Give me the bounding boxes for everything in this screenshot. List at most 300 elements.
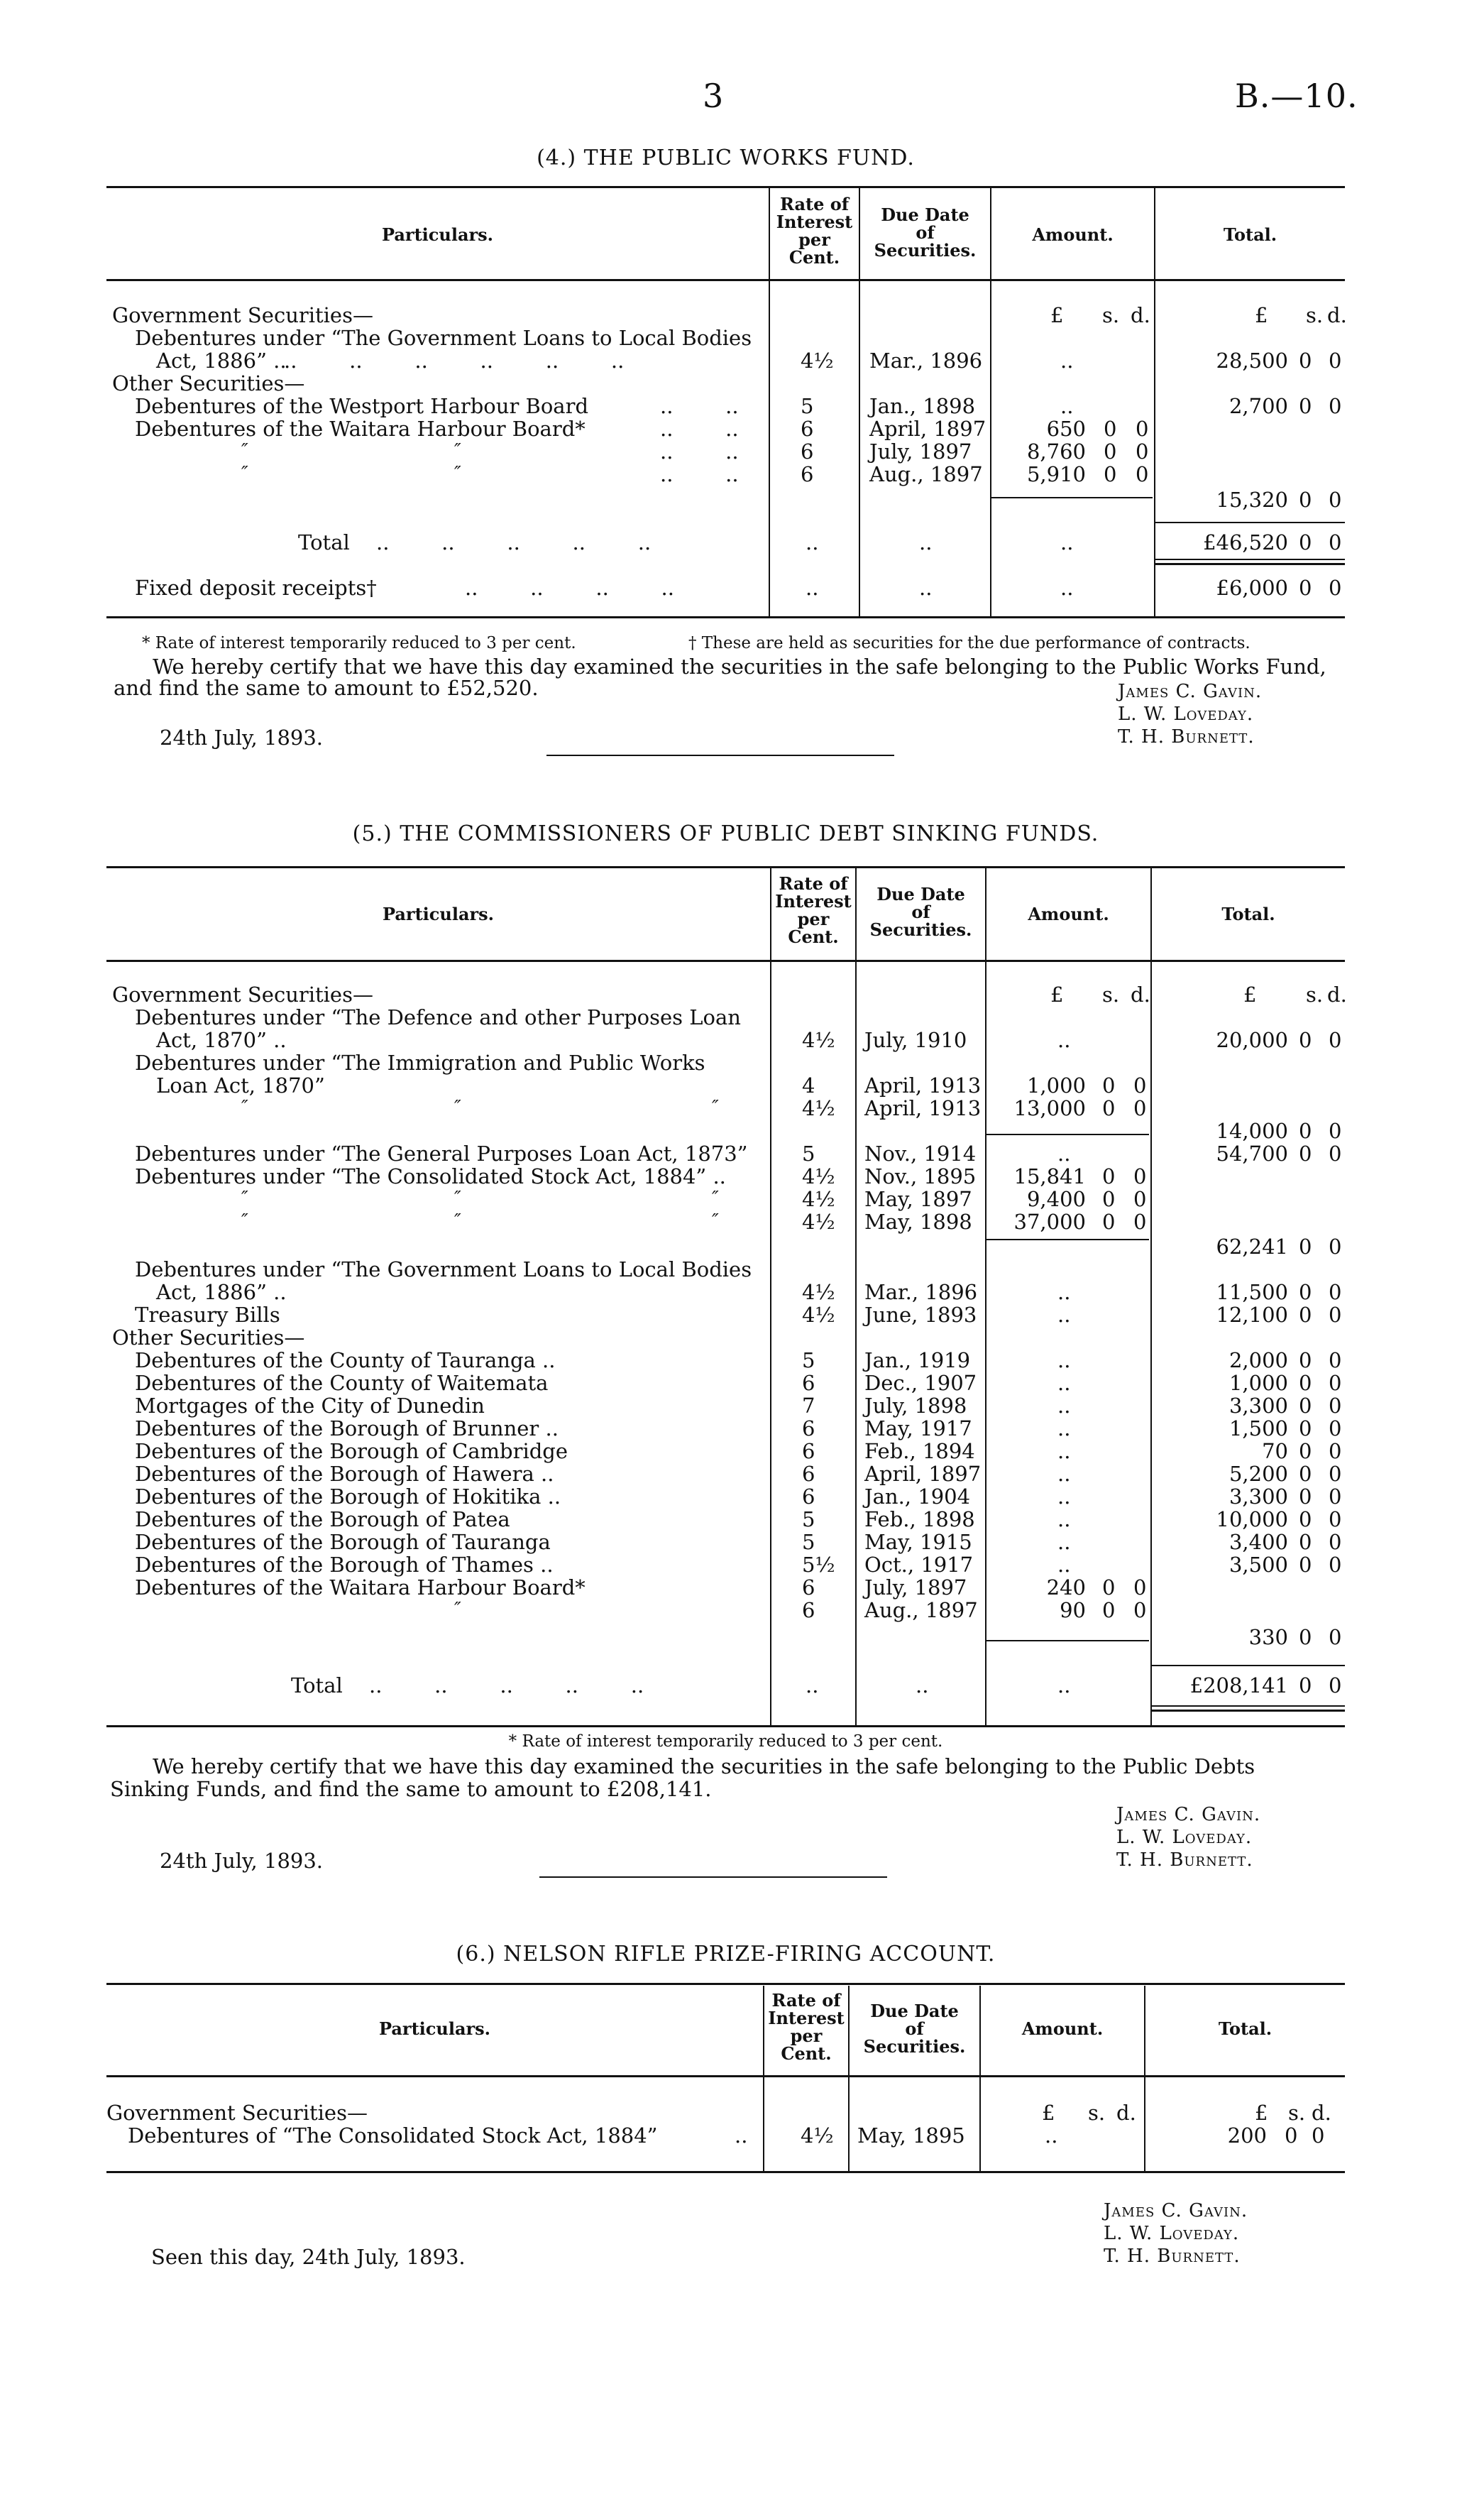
column-divider — [1154, 188, 1155, 616]
amount-pence: 0 — [1136, 462, 1149, 486]
amount-pound-label: £ — [1050, 983, 1064, 1007]
due-cell: Aug., 1897 — [869, 462, 983, 486]
due-cell: Feb., 1898 — [864, 1507, 975, 1531]
total-row-label: Total — [298, 530, 350, 554]
rate-cell: 5½ — [802, 1553, 835, 1577]
table-row: Act, 1870” .. — [156, 1028, 287, 1052]
total-cell: 3,400 — [1229, 1530, 1288, 1554]
total-shillings: 0 — [1299, 1394, 1312, 1418]
total-shillings: 0 — [1299, 1371, 1312, 1395]
total-pence: 0 — [1329, 1625, 1342, 1649]
amount-cell: .. — [1060, 576, 1074, 600]
leader-dots: .. .. .. .. .. .. — [284, 349, 625, 373]
total-pence: 0 — [1329, 1303, 1342, 1327]
total-pence: 0 — [1329, 530, 1342, 554]
total-pound-label: £ — [1243, 983, 1257, 1007]
table-row: Treasury Bills — [135, 1303, 280, 1327]
amount-cell: .. — [1060, 530, 1074, 554]
total-pence: 0 — [1329, 1371, 1342, 1395]
certification-text: Sinking Funds, and find the same to amount to £208,141. — [110, 1777, 712, 1801]
header-rate — [770, 195, 859, 266]
total-pence: 0 — [1312, 2123, 1325, 2148]
amount-shilling-label: s. — [1088, 2101, 1106, 2125]
header-rate-line: Interest — [776, 212, 853, 232]
ditto-mark: ″ — [454, 1188, 461, 1209]
table-row: Debentures of the Westport Harbour Board — [135, 394, 589, 418]
total-cell: 20,000 — [1216, 1028, 1288, 1052]
rate-cell: 4½ — [802, 1164, 835, 1188]
amount-pence-label: d. — [1131, 303, 1150, 327]
header-due-line: of — [905, 2018, 924, 2039]
double-rule — [1152, 1705, 1345, 1707]
signatory: James C. Gavin. — [1118, 681, 1263, 702]
rate-cell: 6 — [801, 417, 814, 441]
ditto-mark: ″ — [454, 1097, 461, 1118]
table-header-rule — [106, 2075, 1345, 2077]
ditto-mark: ″ — [241, 1097, 248, 1118]
table-row-heading: Government Securities— — [106, 2101, 368, 2125]
column-divider — [990, 188, 991, 616]
amount-shillings: 0 — [1102, 1073, 1116, 1098]
total-pence: 0 — [1329, 1348, 1342, 1372]
total-pence: 0 — [1329, 1439, 1342, 1463]
total-shillings: 0 — [1299, 1530, 1312, 1554]
amount-cell: .. — [1057, 1553, 1071, 1577]
header-due-line: Securities. — [863, 2036, 966, 2057]
column-divider — [1144, 1986, 1145, 2171]
header-rate-line: Cent. — [788, 247, 840, 268]
total-cell: £6,000 — [1216, 576, 1288, 600]
table-row: Debentures of the Borough of Tauranga — [135, 1530, 551, 1554]
amount-shillings: 0 — [1102, 1096, 1116, 1120]
header-due-line: Due Date — [870, 2001, 959, 2021]
amount-cell: .. — [1057, 1394, 1071, 1418]
amount-cell: .. — [1057, 1462, 1071, 1486]
total-cell: 12,100 — [1216, 1303, 1288, 1327]
column-divider — [985, 868, 986, 1725]
subtotal-cell: 15,320 — [1216, 488, 1288, 512]
leader-dots: .. .. — [660, 394, 739, 418]
table-row: Debentures under “The Government Loans to Local Bodies — [135, 326, 752, 350]
header-amount: Amount. — [1032, 224, 1114, 245]
signatory: L. W. Loveday. — [1118, 704, 1254, 725]
total-shillings: 0 — [1299, 1235, 1312, 1259]
section-separator — [539, 1876, 887, 1878]
due-cell: July, 1897 — [864, 1575, 967, 1600]
signatory: James C. Gavin. — [1116, 1804, 1261, 1825]
rate-cell: 5 — [801, 394, 814, 418]
header-rate-line: Rate of — [779, 873, 848, 894]
rate-cell: 6 — [801, 439, 814, 464]
signatory: T. H. Burnett. — [1104, 2246, 1241, 2267]
total-pence: 0 — [1329, 488, 1342, 512]
table-row: Mortgages of the City of Dunedin — [135, 1394, 485, 1418]
grand-total-cell: £208,141 — [1189, 1673, 1288, 1697]
due-cell: Aug., 1897 — [864, 1598, 978, 1622]
total-shillings: 0 — [1299, 1553, 1312, 1577]
header-rate-line: Interest — [768, 2008, 845, 2028]
header-rate-line: per — [797, 909, 830, 929]
total-cell: 62,241 — [1216, 1235, 1288, 1259]
rate-cell: 7 — [802, 1394, 815, 1418]
total-shillings: 0 — [1299, 1280, 1312, 1304]
amount-pound-label: £ — [1050, 303, 1064, 327]
header-amount: Amount. — [1021, 2018, 1104, 2039]
rate-cell: 4½ — [802, 1303, 835, 1327]
subtotal-rule — [986, 1239, 1149, 1240]
total-rule — [1155, 522, 1345, 523]
table-row: Debentures under “The Immigration and Public Works — [135, 1051, 705, 1075]
ditto-mark: ″ — [241, 440, 248, 461]
total-cell: 2,000 — [1229, 1348, 1288, 1372]
amount-shillings: 0 — [1102, 1210, 1116, 1234]
amount-shillings: 0 — [1102, 1598, 1116, 1622]
due-cell: May, 1898 — [864, 1210, 972, 1234]
amount-shillings: 0 — [1104, 439, 1117, 464]
section-title: (6.) NELSON RIFLE PRIZE-FIRING ACCOUNT. — [456, 1942, 996, 1967]
amount-pence: 0 — [1136, 439, 1149, 464]
table-row-heading: Other Securities— — [112, 371, 305, 395]
double-rule — [1152, 1710, 1345, 1712]
header-due-line: of — [911, 902, 930, 922]
table-bottom-rule — [106, 616, 1345, 618]
amount-cell: 15,841 — [1013, 1164, 1086, 1188]
signatory: T. H. Burnett. — [1118, 726, 1255, 748]
footnote-star: * Rate of interest temporarily reduced to 3 per cent. — [508, 1732, 943, 1751]
amount-cell: .. — [1057, 1371, 1071, 1395]
header-rate-line: Rate of — [779, 194, 850, 214]
total-pence: 0 — [1329, 394, 1342, 418]
due-cell: Nov., 1914 — [864, 1142, 977, 1166]
double-rule — [1155, 563, 1345, 565]
rate-cell: 6 — [802, 1416, 815, 1440]
column-divider — [979, 1986, 981, 2171]
due-cell: .. — [919, 576, 933, 600]
section-title: (5.) THE COMMISSIONERS OF PUBLIC DEBT SINKING FUNDS. — [352, 821, 1099, 846]
table-row-heading: Other Securities— — [112, 1325, 305, 1350]
total-shillings: 0 — [1299, 1507, 1312, 1531]
amount-cell: 5,910 — [1026, 462, 1086, 486]
total-pence: 0 — [1329, 1462, 1342, 1486]
table-row: Debentures of the County of Waitemata — [135, 1371, 549, 1395]
total-shillings: 0 — [1299, 576, 1312, 600]
rate-cell: .. — [806, 1673, 819, 1697]
amount-cell: .. — [1057, 1439, 1071, 1463]
due-cell: April, 1913 — [864, 1073, 982, 1098]
column-divider — [770, 868, 771, 1725]
total-shillings: 0 — [1299, 1142, 1312, 1166]
due-cell: May, 1895 — [857, 2123, 965, 2148]
ditto-mark: ″ — [712, 1210, 719, 1232]
rate-cell: 4½ — [801, 2123, 834, 2148]
due-cell: Mar., 1896 — [864, 1280, 978, 1304]
amount-shilling-label: s. — [1102, 983, 1120, 1007]
header-particulars: Particulars. — [378, 2018, 491, 2039]
amount-pence: 0 — [1133, 1575, 1147, 1600]
total-shilling-label: s. — [1306, 983, 1324, 1007]
total-cell: 1,000 — [1229, 1371, 1288, 1395]
total-shillings: 0 — [1299, 394, 1312, 418]
ditto-mark: ″ — [241, 1188, 248, 1209]
amount-pence: 0 — [1133, 1598, 1147, 1622]
footnote-dagger: † These are held as securities for the due performance of contracts. — [688, 634, 1251, 652]
amount-pence-label: d. — [1131, 983, 1150, 1007]
rate-cell: .. — [806, 576, 819, 600]
column-divider — [855, 868, 857, 1725]
header-rate-line: Cent. — [781, 2043, 832, 2064]
rate-cell: 5 — [802, 1507, 815, 1531]
total-cell: 330 — [1248, 1625, 1288, 1649]
due-cell: Jan., 1919 — [864, 1348, 971, 1372]
table-row-heading: Government Securities— — [112, 303, 373, 327]
total-cell: 200 — [1227, 2123, 1267, 2148]
total-pence: 0 — [1329, 1416, 1342, 1440]
amount-cell: 240 — [1046, 1575, 1086, 1600]
table-row: Debentures of the County of Tauranga .. — [135, 1348, 556, 1372]
total-cell: 3,500 — [1229, 1553, 1288, 1577]
total-cell: 3,300 — [1229, 1484, 1288, 1509]
subtotal-rule — [991, 497, 1153, 498]
table-row: Debentures of the Waitara Harbour Board* — [135, 1575, 586, 1600]
total-shillings: 0 — [1299, 1625, 1312, 1649]
leader-dots: .. .. .. .. .. — [376, 530, 652, 554]
amount-cell: 650 — [1046, 417, 1086, 441]
total-pence: 0 — [1329, 1530, 1342, 1554]
due-cell: .. — [919, 530, 933, 554]
total-row-label: Total — [291, 1673, 343, 1697]
total-cell: 70 — [1262, 1439, 1288, 1463]
header-rate — [771, 875, 855, 946]
ditto-mark: ″ — [454, 1210, 461, 1232]
amount-cell: .. — [1057, 1142, 1071, 1166]
table-row: Debentures of the Borough of Cambridge — [135, 1439, 568, 1463]
table-row: Debentures of the Borough of Hawera .. — [135, 1462, 554, 1486]
table-bottom-rule — [106, 1725, 1345, 1727]
amount-shillings: 0 — [1102, 1575, 1116, 1600]
amount-shillings: 0 — [1102, 1187, 1116, 1211]
due-cell: July, 1898 — [864, 1394, 967, 1418]
leader-dots: .. .. — [660, 462, 739, 486]
rate-cell: 6 — [802, 1462, 815, 1486]
total-cell: 5,200 — [1229, 1462, 1288, 1486]
total-pence: 0 — [1329, 1142, 1342, 1166]
amount-cell: .. — [1045, 2123, 1058, 2148]
table-row: Debentures of the Borough of Brunner .. — [135, 1416, 559, 1440]
total-shilling-label: s. — [1306, 303, 1324, 327]
amount-shillings: 0 — [1104, 462, 1117, 486]
rate-cell: 5 — [802, 1348, 815, 1372]
certification-text: and find the same to amount to £52,520. — [114, 676, 539, 700]
amount-cell: .. — [1057, 1280, 1071, 1304]
ditto-mark: ″ — [712, 1097, 719, 1118]
header-rate-line: Cent. — [788, 926, 839, 947]
rate-cell: 4½ — [802, 1210, 835, 1234]
rate-cell: 6 — [802, 1371, 815, 1395]
due-cell: June, 1893 — [864, 1303, 977, 1327]
total-pence: 0 — [1329, 576, 1342, 600]
table-row: Act, 1886” .. — [156, 1280, 287, 1304]
ditto-mark: ″ — [454, 1599, 461, 1620]
ditto-mark: ″ — [454, 463, 461, 484]
amount-cell: .. — [1057, 1303, 1071, 1327]
total-pence: 0 — [1329, 1673, 1342, 1697]
amount-cell: .. — [1057, 1507, 1071, 1531]
total-cell: 3,300 — [1229, 1394, 1288, 1418]
table-row: Loan Act, 1870” — [156, 1073, 325, 1098]
header-due-date — [860, 206, 990, 259]
signatory: L. W. Loveday. — [1116, 1827, 1253, 1848]
fixed-deposit-label: Fixed deposit receipts† — [135, 576, 377, 600]
due-cell: May, 1915 — [864, 1530, 972, 1554]
ditto-mark: ″ — [712, 1188, 719, 1209]
header-rate — [764, 1991, 848, 2062]
due-cell: Jan., 1904 — [864, 1484, 971, 1509]
due-cell: Jan., 1898 — [869, 394, 976, 418]
seen-date-line: Seen this day, 24th July, 1893. — [151, 2245, 466, 2269]
amount-cell: 13,000 — [1013, 1096, 1086, 1120]
total-shillings: 0 — [1299, 1303, 1312, 1327]
total-cell: 54,700 — [1216, 1142, 1288, 1166]
due-cell: May, 1917 — [864, 1416, 972, 1440]
due-cell: April, 1897 — [864, 1462, 982, 1486]
table-top-rule — [106, 1983, 1345, 1985]
rate-cell: .. — [806, 530, 819, 554]
certification-text: We hereby certify that we have this day examined the securities in the safe belonging to the Public Debts — [153, 1754, 1255, 1778]
table-row: Debentures under “The Defence and other Purposes Loan — [135, 1005, 741, 1029]
amount-pound-label: £ — [1042, 2101, 1055, 2125]
due-cell: Mar., 1896 — [869, 349, 983, 373]
due-cell: Nov., 1895 — [864, 1164, 977, 1188]
leader-dots: .. .. — [660, 439, 739, 464]
amount-pence: 0 — [1133, 1073, 1147, 1098]
total-shillings: 0 — [1299, 349, 1312, 373]
table-header-rule — [106, 279, 1345, 281]
amount-shillings: 0 — [1104, 417, 1117, 441]
table-row-heading: Government Securities— — [112, 983, 373, 1007]
total-shillings: 0 — [1299, 1484, 1312, 1509]
signatory: L. W. Loveday. — [1104, 2223, 1240, 2244]
total-shillings: 0 — [1299, 1119, 1312, 1143]
total-shillings: 0 — [1299, 488, 1312, 512]
amount-pence: 0 — [1133, 1164, 1147, 1188]
table-row: Debentures of the Borough of Thames .. — [135, 1553, 554, 1577]
rate-cell: 4 — [802, 1073, 815, 1098]
header-due-line: Due Date — [876, 884, 965, 904]
header-due-line: Due Date — [881, 204, 969, 225]
header-due-line: of — [916, 222, 935, 243]
amount-shillings: 0 — [1102, 1164, 1116, 1188]
rate-cell: 4½ — [802, 1187, 835, 1211]
header-due-line: Securities. — [869, 919, 972, 940]
rate-cell: 6 — [801, 462, 814, 486]
subtotal-rule — [986, 1640, 1149, 1641]
amount-cell: .. — [1060, 349, 1074, 373]
table-row: Debentures of the Waitara Harbour Board* — [135, 417, 586, 441]
amount-pence-label: d. — [1116, 2101, 1136, 2125]
subtotal-rule — [986, 1134, 1149, 1135]
total-cell: 11,500 — [1216, 1280, 1288, 1304]
total-pence: 0 — [1329, 1484, 1342, 1509]
leader-dots: .. .. .. .. .. — [369, 1673, 644, 1697]
page-reference: B.—10. — [1235, 77, 1358, 115]
section-separator — [546, 755, 894, 756]
total-shillings: 0 — [1285, 2123, 1298, 2148]
total-cell: 2,700 — [1229, 394, 1288, 418]
certification-date: 24th July, 1893. — [160, 1849, 324, 1873]
table-row: Debentures of the Borough of Patea — [135, 1507, 510, 1531]
total-shillings: 0 — [1299, 1028, 1312, 1052]
signatory: James C. Gavin. — [1104, 2200, 1248, 2221]
table-row: Debentures under “The Government Loans to Local Bodies — [135, 1257, 752, 1281]
amount-cell: .. — [1057, 1530, 1071, 1554]
total-pence: 0 — [1329, 349, 1342, 373]
rate-cell: 5 — [802, 1530, 815, 1554]
header-rate-line: Interest — [775, 891, 852, 912]
rate-cell: 4½ — [801, 349, 834, 373]
total-cell: 14,000 — [1216, 1119, 1288, 1143]
due-cell: Feb., 1894 — [864, 1439, 975, 1463]
grand-total-cell: £46,520 — [1203, 530, 1288, 554]
table-row: Debentures of “The Consolidated Stock Act, 1884” — [128, 2123, 658, 2148]
header-amount: Amount. — [1028, 904, 1109, 924]
table-row: Debentures of the Borough of Hokitika .. — [135, 1484, 561, 1509]
section-title: (4.) THE PUBLIC WORKS FUND. — [537, 146, 915, 170]
total-shillings: 0 — [1299, 1439, 1312, 1463]
table-row: Debentures under “The Consolidated Stock Act, 1884” .. — [135, 1164, 726, 1188]
rate-cell: 4½ — [802, 1028, 835, 1052]
rate-cell: 6 — [802, 1484, 815, 1509]
due-cell: April, 1897 — [869, 417, 986, 441]
rate-cell: 4½ — [802, 1096, 835, 1120]
header-total: Total. — [1221, 904, 1275, 924]
header-total: Total. — [1218, 2018, 1273, 2039]
amount-cell: .. — [1057, 1673, 1071, 1697]
header-rate-line: per — [798, 229, 830, 250]
table-row: Debentures under “The General Purposes Loan Act, 1873” — [135, 1142, 748, 1166]
header-rate-line: Rate of — [771, 1990, 841, 2011]
total-pence: 0 — [1329, 1280, 1342, 1304]
rate-cell: 6 — [802, 1575, 815, 1600]
amount-cell: 8,760 — [1026, 439, 1086, 464]
header-particulars: Particulars. — [382, 904, 495, 924]
signatory: T. H. Burnett. — [1116, 1849, 1253, 1871]
leader-dots: .. .. — [660, 417, 739, 441]
rate-cell: 5 — [802, 1142, 815, 1166]
due-cell: May, 1897 — [864, 1187, 972, 1211]
amount-cell: 9,400 — [1026, 1187, 1086, 1211]
total-pence-label: d. — [1327, 303, 1347, 327]
total-pence: 0 — [1329, 1119, 1342, 1143]
leader-dots: .. .. .. .. — [465, 576, 674, 600]
amount-pence: 0 — [1133, 1210, 1147, 1234]
due-cell: July, 1910 — [864, 1028, 967, 1052]
total-rule — [1152, 1665, 1345, 1666]
total-shillings: 0 — [1299, 530, 1312, 554]
total-cell: 28,500 — [1216, 349, 1288, 373]
column-divider — [1150, 868, 1152, 1725]
amount-pence: 0 — [1133, 1187, 1147, 1211]
header-total: Total. — [1223, 224, 1277, 245]
amount-cell: .. — [1057, 1416, 1071, 1440]
total-shillings: 0 — [1299, 1416, 1312, 1440]
header-due-line: Securities. — [874, 240, 977, 261]
due-cell: April, 1913 — [864, 1096, 982, 1120]
header-particulars: Particulars. — [381, 224, 494, 245]
ditto-mark: ″ — [454, 440, 461, 461]
amount-shilling-label: s. — [1102, 303, 1120, 327]
table-header-rule — [106, 960, 1345, 962]
table-top-rule — [106, 186, 1345, 188]
